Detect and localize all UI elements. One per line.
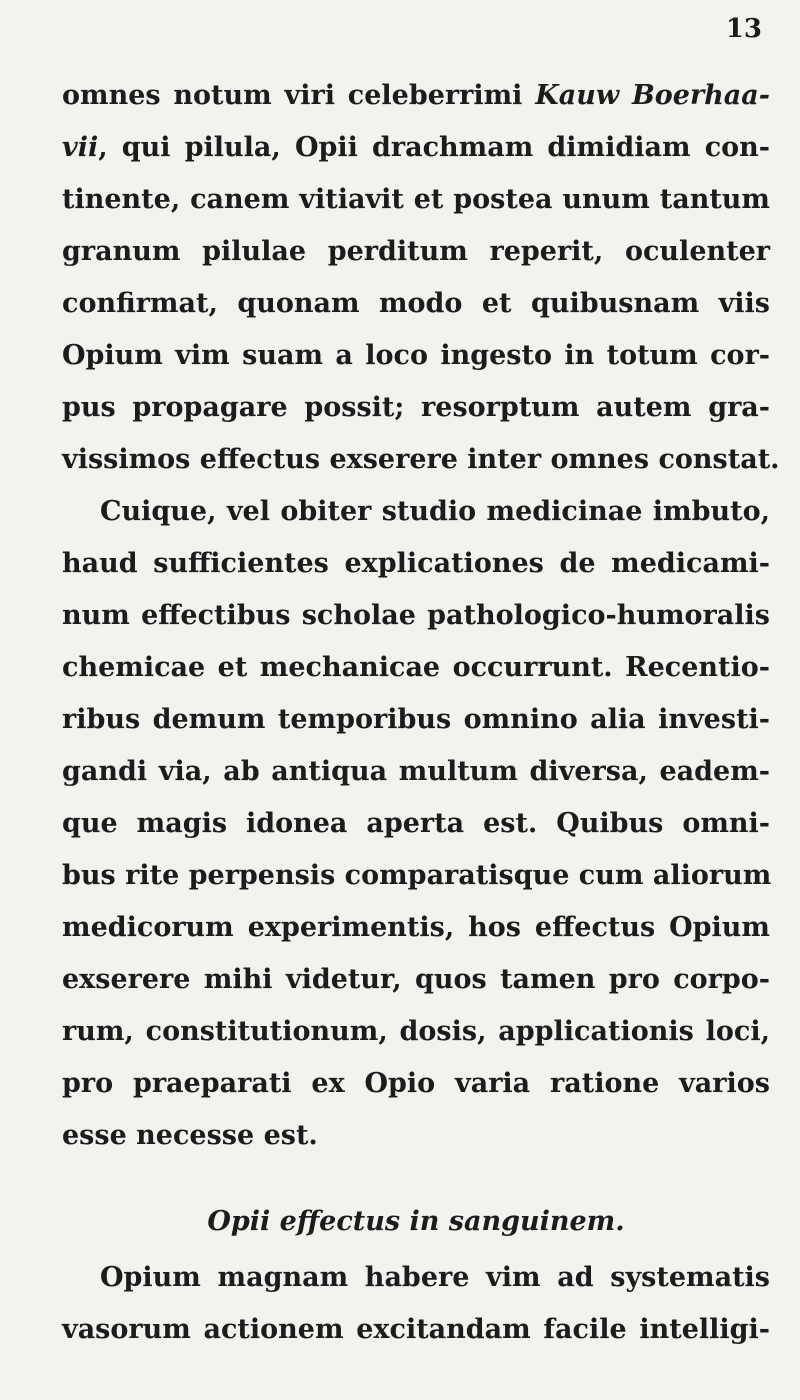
paragraph — [62, 486, 770, 1162]
text-run: tinente, canem vitiavit et postea unum tantum — [62, 184, 770, 215]
text-run: pro praeparati ex Opio varia ratione varios — [62, 1068, 770, 1099]
text-run: medicorum experimentis, hos effectus Opium — [62, 912, 770, 943]
text-run: rum, constitutionum, dosis, applicationis loci, — [62, 1016, 770, 1047]
text-line — [62, 1304, 770, 1356]
text-line — [62, 1110, 770, 1162]
text-run: exserere mihi videtur, quos tamen pro corpo- — [62, 964, 770, 995]
text-run: Cuique, vel obiter studio medicinae imbuto, — [100, 496, 770, 527]
text-line — [62, 330, 770, 382]
text-line — [62, 798, 770, 850]
paragraph — [62, 1252, 770, 1356]
text-line — [62, 954, 770, 1006]
text-line — [62, 1058, 770, 1110]
text-run: bus rite perpensis comparatisque cum aliorum — [62, 860, 772, 891]
text-line — [62, 174, 770, 226]
text-run: pus propagare possit; resorptum autem gra- — [62, 392, 770, 423]
text-line — [62, 746, 770, 798]
text-run: omnes notum viri celeberrimi — [62, 80, 536, 111]
text-line — [62, 278, 770, 330]
text-run: , qui pilula, Opii drachmam dimidiam con- — [98, 132, 770, 163]
text-line — [62, 486, 770, 538]
text-run: chemicae et mechanicae occurrunt. Recentio- — [62, 652, 770, 683]
section-gap — [62, 1162, 770, 1192]
text-run: vasorum actionem excitandam facile intelligi- — [62, 1314, 770, 1345]
text-line — [62, 122, 770, 174]
text-line — [62, 902, 770, 954]
text-line — [62, 694, 770, 746]
italic-name: Kauw Boerhaa- — [535, 80, 770, 111]
text-line — [62, 1006, 770, 1058]
text-line — [62, 382, 770, 434]
text-line — [62, 70, 770, 122]
text-line — [62, 850, 770, 902]
section-heading: Opii effectus in sanguinem. — [207, 1206, 625, 1237]
italic-name: vii — [62, 132, 99, 163]
text-body — [62, 70, 780, 1356]
text-run: vissimos effectus exserere inter omnes constat. — [62, 444, 780, 475]
paragraph — [62, 70, 780, 486]
text-line — [62, 226, 770, 278]
text-run: que magis idonea aperta est. Quibus omni- — [62, 808, 770, 839]
text-run: gandi via, ab antiqua multum diversa, eadem- — [62, 756, 770, 787]
text-line — [62, 538, 770, 590]
text-run: num effectibus scholae pathologico-humoralis — [62, 600, 770, 631]
text-line — [62, 590, 770, 642]
text-line — [62, 1252, 770, 1304]
text-run: esse necesse est. — [62, 1120, 318, 1151]
page-number: 13 — [725, 14, 762, 44]
text-run: ribus demum temporibus omnino alia investi- — [62, 704, 770, 735]
text-run: granum pilulae perditum reperit, oculenter — [62, 236, 770, 267]
text-run: confirmat, quonam modo et quibusnam viis — [62, 288, 770, 319]
text-run: haud sufficientes explicationes de medicami- — [62, 548, 770, 579]
text-line — [62, 642, 770, 694]
text-line — [62, 434, 780, 486]
text-run: Opium vim suam a loco ingesto in totum cor- — [62, 340, 770, 371]
text-run: Opium magnam habere vim ad systematis — [100, 1262, 770, 1293]
